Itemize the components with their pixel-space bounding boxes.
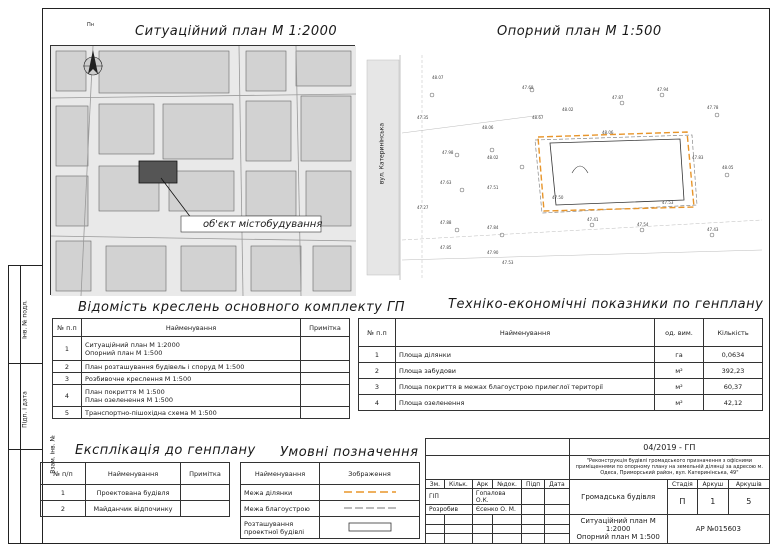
- row-number: 4: [359, 395, 396, 411]
- table-row: [53, 337, 350, 361]
- street-label: вул. Катеринінська: [378, 122, 386, 185]
- table-row: [359, 379, 763, 395]
- elevation-mark: 47.90: [487, 250, 499, 255]
- table-header: Примітка: [301, 319, 350, 337]
- row-number: 1: [41, 485, 86, 501]
- table-row: [359, 395, 763, 411]
- explication-title: Експлікація до генплану: [75, 443, 256, 458]
- elevation-mark: 48.02: [487, 155, 499, 160]
- elevation-mark: 47.53: [502, 260, 514, 265]
- table-header: Найменування: [396, 319, 655, 347]
- elevation-mark: 48.07: [432, 75, 444, 80]
- table-row: [41, 501, 230, 517]
- elevation-mark: 47.54: [637, 222, 649, 227]
- legend-name: Межа ділянки: [241, 485, 320, 501]
- legend-swatch-improve: [320, 501, 420, 517]
- table-header: № п.п: [359, 319, 396, 347]
- legend-swatch-building: [320, 517, 420, 539]
- row-number: 2: [53, 361, 82, 373]
- table-row: [53, 373, 350, 385]
- header-cell: Арк: [472, 479, 492, 489]
- row-name: План покриття М 1:500 План озеленення М 1:500: [82, 385, 301, 407]
- row-note: [301, 373, 350, 385]
- elevation-mark: 47.78: [707, 105, 719, 110]
- row-unit: га: [655, 347, 704, 363]
- row-unit: м²: [655, 379, 704, 395]
- object-label: об'єкт містобудування: [203, 219, 323, 230]
- legend-row: [241, 517, 420, 539]
- elevation-mark: 47.87: [612, 95, 624, 100]
- row-number: 1: [359, 347, 396, 363]
- stage-value: П: [667, 489, 697, 515]
- elevation-mark: 48.02: [562, 107, 574, 112]
- elevation-mark: 47.27: [417, 205, 429, 210]
- row-name: План розташування будівель і споруд М 1:500: [82, 361, 301, 373]
- strip-label-replace: Взам. інв. №: [49, 435, 57, 474]
- row-note: [301, 385, 350, 407]
- role-person: Гопалова О.К.: [472, 489, 521, 505]
- strip-label-sign: Підп. і дата: [21, 391, 29, 428]
- elevation-mark: 47.69: [522, 85, 534, 90]
- table-header: Примітка: [181, 463, 230, 485]
- target-building: [139, 161, 177, 183]
- elevation-mark: 47.53: [662, 200, 674, 205]
- row-name: Площа озеленення: [396, 395, 655, 411]
- elevation-mark: 47.98: [442, 150, 454, 155]
- row-name: Розбивочне креслення М 1:500: [82, 373, 301, 385]
- explication-table: [40, 462, 230, 517]
- table-header: Найменування: [86, 463, 181, 485]
- row-name: Майданчик відпочинку: [86, 501, 181, 517]
- table-row: [53, 407, 350, 419]
- row-number: 2: [359, 363, 396, 379]
- tech-indicators-title: Техніко-економічні показники по генплану: [448, 297, 764, 312]
- elevation-mark: 47.51: [487, 185, 499, 190]
- row-number: 3: [53, 373, 82, 385]
- header-cell: Підп: [522, 479, 545, 489]
- drawings-list-title: Відомість креслень основного комплекту ГП: [78, 300, 406, 315]
- elevation-mark: 47.50: [552, 195, 564, 200]
- elevation-mark: 48.67: [532, 115, 544, 120]
- header-cell: №док.: [493, 479, 522, 489]
- legend-swatch-site: [320, 485, 420, 501]
- role-label: ГІП: [426, 489, 473, 505]
- row-note: [181, 485, 230, 501]
- legend-name: Розташування проектної будівлі: [241, 517, 320, 539]
- elevation-mark: 47.41: [587, 217, 599, 222]
- row-name: Ситуаційний план М 1:2000 Опорний план М 1:500: [82, 337, 301, 361]
- row-note: [301, 337, 350, 361]
- table-header: од. вим.: [655, 319, 704, 347]
- row-qty: 42,12: [704, 395, 763, 411]
- project-code: 04/2019 - ГП: [569, 439, 769, 456]
- support-plan-title: Опорний план М 1:500: [497, 24, 662, 39]
- tech-indicators-table: [358, 318, 763, 411]
- header-cell: Зм.: [426, 479, 445, 489]
- table-header: Найменування: [241, 463, 320, 485]
- row-number: 5: [53, 407, 82, 419]
- row-number: 4: [53, 385, 82, 407]
- table-row: [53, 385, 350, 407]
- legend-name: Межа благоустрою: [241, 501, 320, 517]
- table-row: [359, 363, 763, 379]
- building-name: Громадська будівля: [569, 479, 667, 514]
- row-number: 3: [359, 379, 396, 395]
- table-header: Кількість: [704, 319, 763, 347]
- elevation-mark: 47.88: [440, 220, 452, 225]
- header-cell: Кільк.: [444, 479, 472, 489]
- row-name: Проектована будівля: [86, 485, 181, 501]
- table-row: [41, 485, 230, 501]
- support-plan-drawing: [362, 55, 767, 295]
- row-name: Транспортно-пішохідна схема М 1:500: [82, 407, 301, 419]
- project-description: "Реконструкція будівлі громадського призначення з офісними приміщеннями по опорному плану на земельній ділянці за адресою м. Одеса, Приморський район, вул. Катеринінська, 49": [569, 456, 769, 480]
- strip-label-inv: Інв. № подл.: [21, 300, 29, 339]
- stage-header: Аркушів: [728, 479, 769, 489]
- table-header: № п/п: [41, 463, 86, 485]
- north-label: Пн: [87, 22, 95, 28]
- table-header: Зображення: [320, 463, 420, 485]
- legend-row: [241, 501, 420, 517]
- row-note: [301, 407, 350, 419]
- row-note: [181, 501, 230, 517]
- row-qty: 0,0634: [704, 347, 763, 363]
- row-unit: м²: [655, 363, 704, 379]
- legend-row: [241, 485, 420, 501]
- elevation-mark: 47.63: [440, 180, 452, 185]
- sheets-value: 5: [728, 489, 769, 515]
- stage-header: Аркуш: [698, 479, 728, 489]
- legend-table: [240, 462, 420, 539]
- table-header: № п.п: [53, 319, 82, 337]
- ap-number: АР №015603: [667, 515, 769, 544]
- elevation-mark: 47.83: [692, 155, 704, 160]
- row-name: Площа покриття в межах благоустрою прилеглої території: [396, 379, 655, 395]
- table-header: Найменування: [82, 319, 301, 337]
- elevation-mark: 47.35: [417, 115, 429, 120]
- row-name: Площа забудови: [396, 363, 655, 379]
- table-row: [53, 361, 350, 373]
- binding-strip: [8, 265, 57, 544]
- role-person: Єсенко О. М.: [472, 505, 521, 515]
- row-qty: 392,23: [704, 363, 763, 379]
- situational-plan-title: Ситуаційний план М 1:2000: [135, 24, 338, 39]
- legend-title: Умовні позначення: [280, 445, 419, 460]
- sheet-value: 1: [698, 489, 728, 515]
- stage-header: Стадія: [667, 479, 697, 489]
- elevation-mark: 48.06: [602, 130, 614, 135]
- table-row: [359, 347, 763, 363]
- title-block: [425, 438, 770, 544]
- elevation-mark: 48.06: [482, 125, 494, 130]
- row-number: 1: [53, 337, 82, 361]
- elevation-mark: 47.85: [440, 245, 452, 250]
- elevation-mark: 47.43: [707, 227, 719, 232]
- row-number: 2: [41, 501, 86, 517]
- elevation-mark: 47.94: [657, 87, 669, 92]
- elevation-mark: 47.84: [487, 225, 499, 230]
- row-note: [301, 361, 350, 373]
- row-qty: 60,37: [704, 379, 763, 395]
- role-label: Розробив: [426, 505, 473, 515]
- city-map-drawing: [51, 46, 356, 296]
- row-name: Площа ділянки: [396, 347, 655, 363]
- drawings-list-table: [52, 318, 350, 419]
- row-unit: м²: [655, 395, 704, 411]
- elevation-mark: 48.05: [722, 165, 734, 170]
- sheet-title: Ситуаційний план М 1:2000 Опорний план М 1:500: [569, 515, 667, 544]
- header-cell: Дата: [545, 479, 570, 489]
